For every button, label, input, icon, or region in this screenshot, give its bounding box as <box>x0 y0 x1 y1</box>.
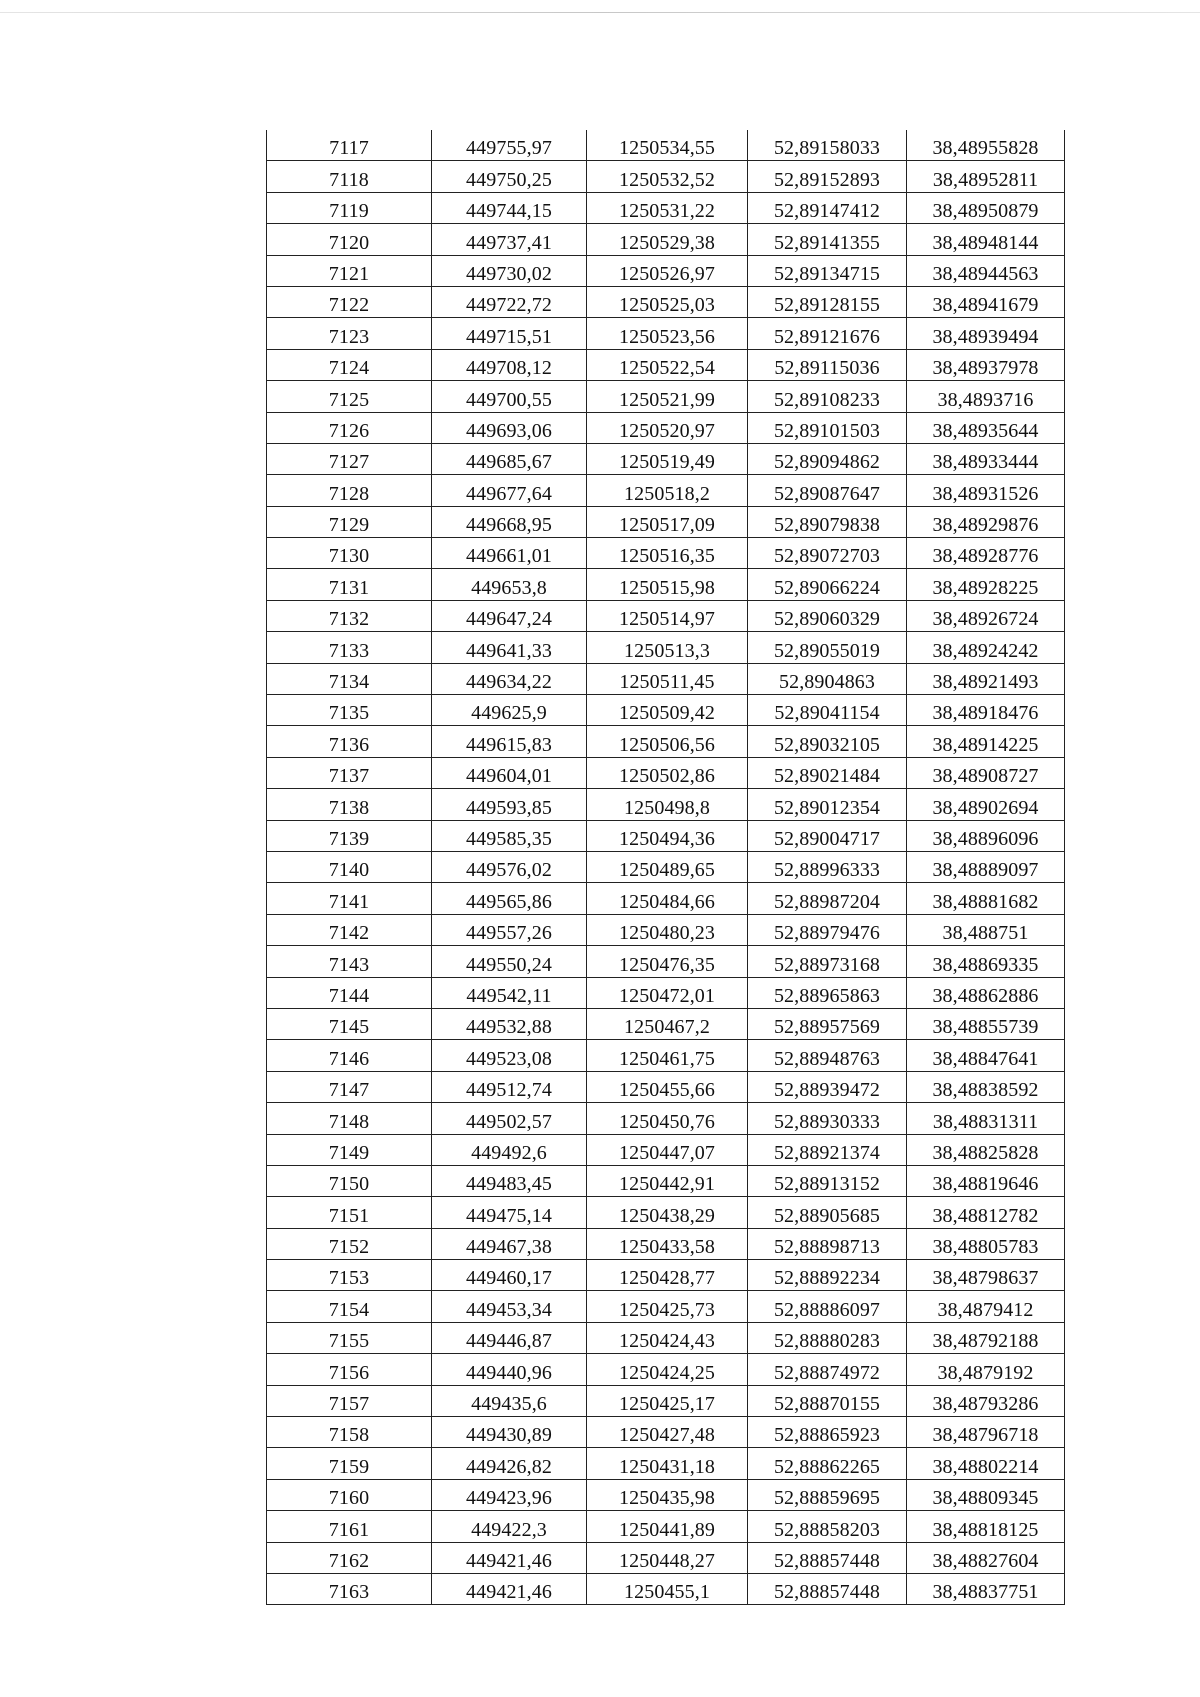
table-row <box>267 1165 1065 1196</box>
cell-x-coordinate: 449467,38 <box>432 1228 587 1259</box>
cell-x-coordinate: 449492,6 <box>432 1134 587 1165</box>
table-row <box>267 695 1065 726</box>
coordinates-table-body <box>267 130 1065 1605</box>
cell-y-coordinate: 1250520,97 <box>587 412 748 443</box>
cell-x-coordinate: 449722,72 <box>432 286 587 317</box>
cell-point-number: 7118 <box>267 161 432 192</box>
cell-longitude: 38,48908727 <box>907 757 1065 788</box>
cell-y-coordinate: 1250476,35 <box>587 946 748 977</box>
cell-point-number: 7132 <box>267 600 432 631</box>
cell-y-coordinate: 1250428,77 <box>587 1260 748 1291</box>
table-row <box>267 475 1065 506</box>
cell-x-coordinate: 449693,06 <box>432 412 587 443</box>
cell-point-number: 7163 <box>267 1573 432 1604</box>
cell-x-coordinate: 449653,8 <box>432 569 587 600</box>
table-row <box>267 192 1065 223</box>
cell-y-coordinate: 1250435,98 <box>587 1479 748 1510</box>
cell-x-coordinate: 449430,89 <box>432 1417 587 1448</box>
cell-longitude: 38,48929876 <box>907 506 1065 537</box>
cell-x-coordinate: 449647,24 <box>432 600 587 631</box>
cell-y-coordinate: 1250498,8 <box>587 789 748 820</box>
cell-point-number: 7162 <box>267 1542 432 1573</box>
scan-top-edge <box>0 12 1200 13</box>
cell-point-number: 7136 <box>267 726 432 757</box>
cell-x-coordinate: 449523,08 <box>432 1040 587 1071</box>
cell-longitude: 38,48902694 <box>907 789 1065 820</box>
cell-point-number: 7137 <box>267 757 432 788</box>
cell-latitude: 52,88858203 <box>748 1511 907 1542</box>
cell-y-coordinate: 1250472,01 <box>587 977 748 1008</box>
cell-x-coordinate: 449730,02 <box>432 255 587 286</box>
cell-point-number: 7127 <box>267 443 432 474</box>
cell-latitude: 52,89032105 <box>748 726 907 757</box>
cell-point-number: 7119 <box>267 192 432 223</box>
cell-y-coordinate: 1250522,54 <box>587 349 748 380</box>
cell-point-number: 7121 <box>267 255 432 286</box>
table-row <box>267 1322 1065 1353</box>
cell-point-number: 7145 <box>267 1008 432 1039</box>
cell-latitude: 52,89060329 <box>748 600 907 631</box>
cell-x-coordinate: 449604,01 <box>432 757 587 788</box>
cell-latitude: 52,89021484 <box>748 757 907 788</box>
table-row <box>267 161 1065 192</box>
cell-longitude: 38,48921493 <box>907 663 1065 694</box>
cell-latitude: 52,88930333 <box>748 1103 907 1134</box>
table-row <box>267 506 1065 537</box>
cell-latitude: 52,88859695 <box>748 1479 907 1510</box>
cell-latitude: 52,88857448 <box>748 1542 907 1573</box>
cell-y-coordinate: 1250467,2 <box>587 1008 748 1039</box>
table-row <box>267 412 1065 443</box>
cell-y-coordinate: 1250480,23 <box>587 914 748 945</box>
cell-longitude: 38,48831311 <box>907 1103 1065 1134</box>
cell-latitude: 52,89012354 <box>748 789 907 820</box>
table-row <box>267 789 1065 820</box>
cell-point-number: 7126 <box>267 412 432 443</box>
cell-y-coordinate: 1250425,17 <box>587 1385 748 1416</box>
cell-x-coordinate: 449542,11 <box>432 977 587 1008</box>
table-row <box>267 1040 1065 1071</box>
table-row <box>267 1071 1065 1102</box>
cell-longitude: 38,4879192 <box>907 1354 1065 1385</box>
cell-latitude: 52,88979476 <box>748 914 907 945</box>
cell-latitude: 52,88857448 <box>748 1573 907 1604</box>
cell-latitude: 52,89101503 <box>748 412 907 443</box>
cell-latitude: 52,88957569 <box>748 1008 907 1039</box>
cell-longitude: 38,48889097 <box>907 851 1065 882</box>
cell-y-coordinate: 1250455,66 <box>587 1071 748 1102</box>
cell-longitude: 38,48827604 <box>907 1542 1065 1573</box>
table-row <box>267 1103 1065 1134</box>
cell-longitude: 38,48937978 <box>907 349 1065 380</box>
cell-x-coordinate: 449421,46 <box>432 1573 587 1604</box>
table-row <box>267 381 1065 412</box>
cell-x-coordinate: 449475,14 <box>432 1197 587 1228</box>
cell-y-coordinate: 1250425,73 <box>587 1291 748 1322</box>
cell-longitude: 38,48926724 <box>907 600 1065 631</box>
cell-longitude: 38,48924242 <box>907 632 1065 663</box>
cell-x-coordinate: 449625,9 <box>432 695 587 726</box>
cell-x-coordinate: 449677,64 <box>432 475 587 506</box>
table-row <box>267 443 1065 474</box>
cell-longitude: 38,48914225 <box>907 726 1065 757</box>
cell-y-coordinate: 1250442,91 <box>587 1165 748 1196</box>
cell-point-number: 7122 <box>267 286 432 317</box>
cell-longitude: 38,48933444 <box>907 443 1065 474</box>
cell-y-coordinate: 1250438,29 <box>587 1197 748 1228</box>
cell-x-coordinate: 449750,25 <box>432 161 587 192</box>
cell-x-coordinate: 449460,17 <box>432 1260 587 1291</box>
cell-point-number: 7140 <box>267 851 432 882</box>
cell-y-coordinate: 1250526,97 <box>587 255 748 286</box>
cell-latitude: 52,89079838 <box>748 506 907 537</box>
cell-latitude: 52,89134715 <box>748 255 907 286</box>
table-row <box>267 1448 1065 1479</box>
cell-latitude: 52,89152893 <box>748 161 907 192</box>
table-row <box>267 820 1065 851</box>
cell-latitude: 52,89128155 <box>748 286 907 317</box>
cell-longitude: 38,48837751 <box>907 1573 1065 1604</box>
table-row <box>267 1228 1065 1259</box>
cell-y-coordinate: 1250532,52 <box>587 161 748 192</box>
cell-x-coordinate: 449446,87 <box>432 1322 587 1353</box>
cell-longitude: 38,48805783 <box>907 1228 1065 1259</box>
cell-point-number: 7135 <box>267 695 432 726</box>
cell-y-coordinate: 1250509,42 <box>587 695 748 726</box>
cell-longitude: 38,48881682 <box>907 883 1065 914</box>
cell-x-coordinate: 449453,34 <box>432 1291 587 1322</box>
cell-y-coordinate: 1250431,18 <box>587 1448 748 1479</box>
cell-y-coordinate: 1250518,2 <box>587 475 748 506</box>
cell-point-number: 7131 <box>267 569 432 600</box>
cell-x-coordinate: 449550,24 <box>432 946 587 977</box>
cell-point-number: 7147 <box>267 1071 432 1102</box>
cell-longitude: 38,48825828 <box>907 1134 1065 1165</box>
cell-point-number: 7146 <box>267 1040 432 1071</box>
table-row <box>267 726 1065 757</box>
cell-longitude: 38,48818125 <box>907 1511 1065 1542</box>
cell-y-coordinate: 1250427,48 <box>587 1417 748 1448</box>
cell-x-coordinate: 449708,12 <box>432 349 587 380</box>
cell-longitude: 38,48941679 <box>907 286 1065 317</box>
table-row <box>267 1385 1065 1416</box>
table-row <box>267 1542 1065 1573</box>
cell-x-coordinate: 449440,96 <box>432 1354 587 1385</box>
table-row <box>267 663 1065 694</box>
table-row <box>267 600 1065 631</box>
cell-latitude: 52,88973168 <box>748 946 907 977</box>
cell-latitude: 52,89158033 <box>748 130 907 161</box>
cell-longitude: 38,48809345 <box>907 1479 1065 1510</box>
cell-latitude: 52,88905685 <box>748 1197 907 1228</box>
cell-latitude: 52,88898713 <box>748 1228 907 1259</box>
cell-y-coordinate: 1250484,66 <box>587 883 748 914</box>
cell-longitude: 38,48793286 <box>907 1385 1065 1416</box>
cell-latitude: 52,88939472 <box>748 1071 907 1102</box>
cell-y-coordinate: 1250502,86 <box>587 757 748 788</box>
cell-x-coordinate: 449532,88 <box>432 1008 587 1039</box>
cell-y-coordinate: 1250523,56 <box>587 318 748 349</box>
cell-y-coordinate: 1250521,99 <box>587 381 748 412</box>
cell-point-number: 7130 <box>267 538 432 569</box>
cell-point-number: 7155 <box>267 1322 432 1353</box>
cell-x-coordinate: 449755,97 <box>432 130 587 161</box>
cell-x-coordinate: 449737,41 <box>432 224 587 255</box>
cell-latitude: 52,88965863 <box>748 977 907 1008</box>
table-row <box>267 1134 1065 1165</box>
cell-y-coordinate: 1250448,27 <box>587 1542 748 1573</box>
cell-x-coordinate: 449426,82 <box>432 1448 587 1479</box>
cell-point-number: 7142 <box>267 914 432 945</box>
table-row <box>267 757 1065 788</box>
cell-point-number: 7123 <box>267 318 432 349</box>
table-row <box>267 130 1065 161</box>
cell-y-coordinate: 1250461,75 <box>587 1040 748 1071</box>
cell-latitude: 52,88921374 <box>748 1134 907 1165</box>
cell-point-number: 7124 <box>267 349 432 380</box>
cell-x-coordinate: 449585,35 <box>432 820 587 851</box>
cell-longitude: 38,48944563 <box>907 255 1065 286</box>
cell-latitude: 52,88862265 <box>748 1448 907 1479</box>
table-row <box>267 538 1065 569</box>
table-row <box>267 1479 1065 1510</box>
cell-latitude: 52,89055019 <box>748 632 907 663</box>
cell-point-number: 7151 <box>267 1197 432 1228</box>
cell-longitude: 38,48796718 <box>907 1417 1065 1448</box>
cell-point-number: 7156 <box>267 1354 432 1385</box>
cell-y-coordinate: 1250447,07 <box>587 1134 748 1165</box>
cell-point-number: 7141 <box>267 883 432 914</box>
cell-point-number: 7139 <box>267 820 432 851</box>
table-row <box>267 1008 1065 1039</box>
cell-point-number: 7133 <box>267 632 432 663</box>
cell-latitude: 52,89004717 <box>748 820 907 851</box>
cell-point-number: 7158 <box>267 1417 432 1448</box>
cell-latitude: 52,88874972 <box>748 1354 907 1385</box>
cell-point-number: 7143 <box>267 946 432 977</box>
cell-longitude: 38,48792188 <box>907 1322 1065 1353</box>
cell-y-coordinate: 1250525,03 <box>587 286 748 317</box>
cell-longitude: 38,4893716 <box>907 381 1065 412</box>
cell-y-coordinate: 1250455,1 <box>587 1573 748 1604</box>
cell-latitude: 52,88886097 <box>748 1291 907 1322</box>
cell-longitude: 38,48896096 <box>907 820 1065 851</box>
table-row <box>267 349 1065 380</box>
cell-latitude: 52,89094862 <box>748 443 907 474</box>
table-row <box>267 914 1065 945</box>
cell-longitude: 38,48869335 <box>907 946 1065 977</box>
cell-latitude: 52,8904863 <box>748 663 907 694</box>
cell-longitude: 38,48847641 <box>907 1040 1065 1071</box>
cell-x-coordinate: 449615,83 <box>432 726 587 757</box>
cell-latitude: 52,89072703 <box>748 538 907 569</box>
table-row <box>267 1511 1065 1542</box>
cell-y-coordinate: 1250424,25 <box>587 1354 748 1385</box>
cell-x-coordinate: 449565,86 <box>432 883 587 914</box>
cell-x-coordinate: 449422,3 <box>432 1511 587 1542</box>
table-row <box>267 1260 1065 1291</box>
cell-x-coordinate: 449668,95 <box>432 506 587 537</box>
cell-longitude: 38,48798637 <box>907 1260 1065 1291</box>
cell-point-number: 7159 <box>267 1448 432 1479</box>
cell-y-coordinate: 1250489,65 <box>587 851 748 882</box>
cell-y-coordinate: 1250531,22 <box>587 192 748 223</box>
cell-y-coordinate: 1250511,45 <box>587 663 748 694</box>
cell-latitude: 52,88996333 <box>748 851 907 882</box>
cell-longitude: 38,48939494 <box>907 318 1065 349</box>
cell-latitude: 52,89041154 <box>748 695 907 726</box>
cell-y-coordinate: 1250534,55 <box>587 130 748 161</box>
table-row <box>267 946 1065 977</box>
cell-longitude: 38,488751 <box>907 914 1065 945</box>
cell-x-coordinate: 449700,55 <box>432 381 587 412</box>
table-row <box>267 883 1065 914</box>
cell-y-coordinate: 1250529,38 <box>587 224 748 255</box>
cell-longitude: 38,48955828 <box>907 130 1065 161</box>
cell-longitude: 38,48802214 <box>907 1448 1065 1479</box>
cell-longitude: 38,48918476 <box>907 695 1065 726</box>
cell-longitude: 38,48948144 <box>907 224 1065 255</box>
cell-longitude: 38,48855739 <box>907 1008 1065 1039</box>
cell-y-coordinate: 1250514,97 <box>587 600 748 631</box>
cell-x-coordinate: 449421,46 <box>432 1542 587 1573</box>
cell-longitude: 38,48928225 <box>907 569 1065 600</box>
cell-y-coordinate: 1250424,43 <box>587 1322 748 1353</box>
table-row <box>267 224 1065 255</box>
table-row <box>267 1291 1065 1322</box>
cell-longitude: 38,4879412 <box>907 1291 1065 1322</box>
cell-latitude: 52,89087647 <box>748 475 907 506</box>
cell-latitude: 52,88892234 <box>748 1260 907 1291</box>
cell-x-coordinate: 449435,6 <box>432 1385 587 1416</box>
cell-point-number: 7129 <box>267 506 432 537</box>
cell-latitude: 52,88870155 <box>748 1385 907 1416</box>
cell-y-coordinate: 1250494,36 <box>587 820 748 851</box>
cell-y-coordinate: 1250517,09 <box>587 506 748 537</box>
table-row <box>267 1354 1065 1385</box>
cell-latitude: 52,89121676 <box>748 318 907 349</box>
table-row <box>267 286 1065 317</box>
cell-latitude: 52,89066224 <box>748 569 907 600</box>
cell-point-number: 7153 <box>267 1260 432 1291</box>
cell-point-number: 7120 <box>267 224 432 255</box>
cell-x-coordinate: 449557,26 <box>432 914 587 945</box>
cell-point-number: 7117 <box>267 130 432 161</box>
table-row <box>267 318 1065 349</box>
cell-x-coordinate: 449744,15 <box>432 192 587 223</box>
table-row <box>267 977 1065 1008</box>
table-row <box>267 255 1065 286</box>
cell-point-number: 7157 <box>267 1385 432 1416</box>
cell-x-coordinate: 449423,96 <box>432 1479 587 1510</box>
coordinates-table <box>266 130 1065 1605</box>
cell-point-number: 7128 <box>267 475 432 506</box>
table-row <box>267 1573 1065 1604</box>
cell-x-coordinate: 449685,67 <box>432 443 587 474</box>
cell-latitude: 52,89141355 <box>748 224 907 255</box>
cell-y-coordinate: 1250433,58 <box>587 1228 748 1259</box>
cell-longitude: 38,48928776 <box>907 538 1065 569</box>
cell-latitude: 52,89115036 <box>748 349 907 380</box>
table-row <box>267 569 1065 600</box>
cell-x-coordinate: 449502,57 <box>432 1103 587 1134</box>
cell-x-coordinate: 449634,22 <box>432 663 587 694</box>
cell-point-number: 7144 <box>267 977 432 1008</box>
cell-point-number: 7134 <box>267 663 432 694</box>
cell-x-coordinate: 449593,85 <box>432 789 587 820</box>
cell-point-number: 7154 <box>267 1291 432 1322</box>
cell-point-number: 7160 <box>267 1479 432 1510</box>
cell-y-coordinate: 1250506,56 <box>587 726 748 757</box>
cell-point-number: 7148 <box>267 1103 432 1134</box>
cell-x-coordinate: 449641,33 <box>432 632 587 663</box>
table-row <box>267 1197 1065 1228</box>
cell-y-coordinate: 1250516,35 <box>587 538 748 569</box>
cell-latitude: 52,88987204 <box>748 883 907 914</box>
cell-point-number: 7149 <box>267 1134 432 1165</box>
cell-point-number: 7125 <box>267 381 432 412</box>
cell-y-coordinate: 1250450,76 <box>587 1103 748 1134</box>
cell-point-number: 7161 <box>267 1511 432 1542</box>
cell-longitude: 38,48950879 <box>907 192 1065 223</box>
cell-y-coordinate: 1250513,3 <box>587 632 748 663</box>
cell-x-coordinate: 449483,45 <box>432 1165 587 1196</box>
table-row <box>267 851 1065 882</box>
cell-latitude: 52,88913152 <box>748 1165 907 1196</box>
cell-longitude: 38,48819646 <box>907 1165 1065 1196</box>
cell-x-coordinate: 449576,02 <box>432 851 587 882</box>
cell-x-coordinate: 449512,74 <box>432 1071 587 1102</box>
cell-latitude: 52,89147412 <box>748 192 907 223</box>
cell-latitude: 52,88948763 <box>748 1040 907 1071</box>
cell-longitude: 38,48812782 <box>907 1197 1065 1228</box>
cell-longitude: 38,48838592 <box>907 1071 1065 1102</box>
table-row <box>267 632 1065 663</box>
cell-longitude: 38,48935644 <box>907 412 1065 443</box>
table-row <box>267 1417 1065 1448</box>
cell-point-number: 7152 <box>267 1228 432 1259</box>
cell-latitude: 52,89108233 <box>748 381 907 412</box>
cell-x-coordinate: 449661,01 <box>432 538 587 569</box>
cell-longitude: 38,48952811 <box>907 161 1065 192</box>
cell-latitude: 52,88865923 <box>748 1417 907 1448</box>
cell-point-number: 7150 <box>267 1165 432 1196</box>
cell-x-coordinate: 449715,51 <box>432 318 587 349</box>
cell-y-coordinate: 1250515,98 <box>587 569 748 600</box>
cell-longitude: 38,48862886 <box>907 977 1065 1008</box>
cell-y-coordinate: 1250441,89 <box>587 1511 748 1542</box>
cell-point-number: 7138 <box>267 789 432 820</box>
cell-y-coordinate: 1250519,49 <box>587 443 748 474</box>
cell-latitude: 52,88880283 <box>748 1322 907 1353</box>
cell-longitude: 38,48931526 <box>907 475 1065 506</box>
